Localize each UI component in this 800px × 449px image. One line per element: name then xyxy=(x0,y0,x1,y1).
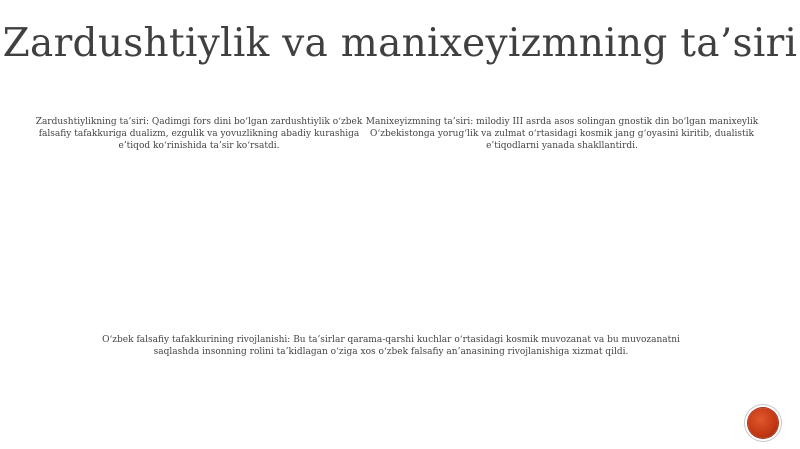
development-paragraph: O‘zbek falsafiy tafakkurining rivojlanishi: Bu ta’sirlar qarama-qarshi kuchlar o‘rtasidagi kosmik muvozanat va bu muvozanatni saqlashda insonning rolini ta’kidlagan o‘ziga xos o‘zbek falsafiy an’anasining rivojlanishiga xizmat qildi. xyxy=(102,335,680,357)
slide-title: Zardushtiylik va manixeyizmning ta’siri xyxy=(2,21,798,66)
zoroastrianism-paragraph: Zardushtiylikning ta’siri: Qadimgi fors dini bo‘lgan zardushtiylik o‘zbek falsafiy tafakkuriga dualizm, ezgulik va yovuzlikning abadiy kurashiga e’tiqod ko‘rinishida ta’sir ko‘rsatdi. xyxy=(35,117,363,151)
manichaeism-paragraph: Manixeyizmning ta’siri: milodiy III asrda asos solingan gnostik din bo‘lgan manixeylik O‘zbekistonga yorug‘lik va zulmat o‘rtasidagi kosmik jang g‘oyasini kiritib, dualistik e’tiqodlarni yanada shakllantirdi. xyxy=(365,117,759,151)
circle-button-icon[interactable] xyxy=(748,408,778,438)
